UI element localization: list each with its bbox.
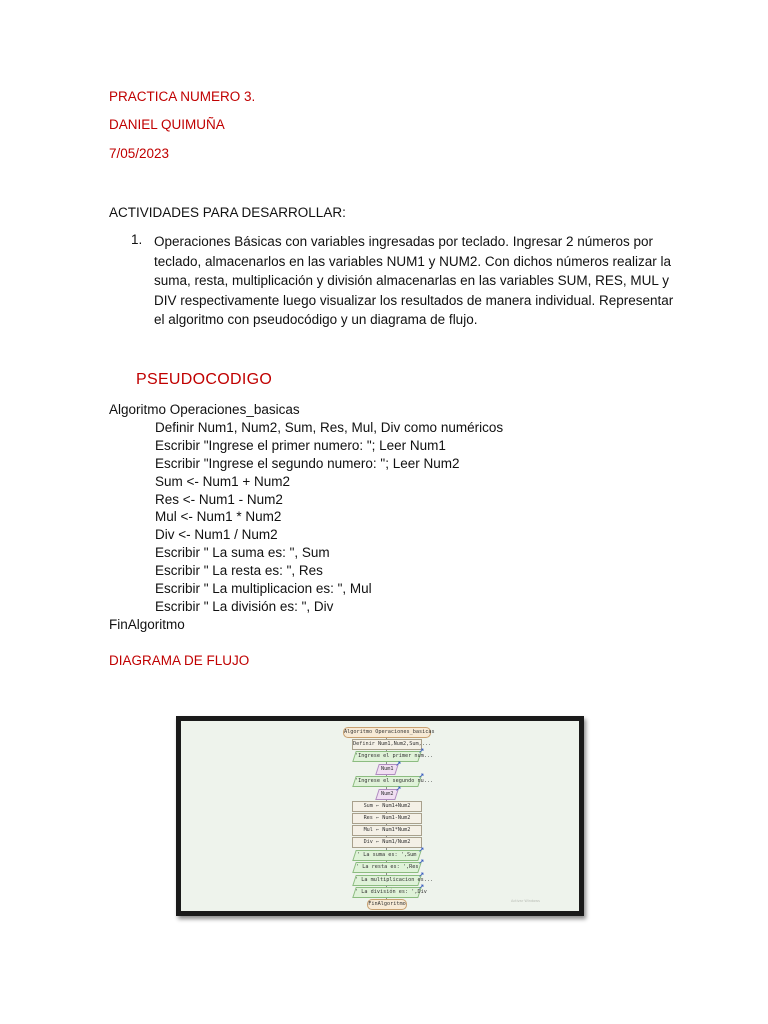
activities-heading: ACTIVIDADES PARA DESARROLLAR: bbox=[109, 205, 346, 220]
flowchart-node-label: ' La multiplicacion es... bbox=[355, 877, 434, 883]
flowchart-node-out bbox=[352, 875, 434, 886]
flowchart-title: DIAGRAMA DE FLUJO bbox=[109, 653, 250, 668]
flowchart-node-label: Num2 bbox=[380, 791, 394, 797]
flowchart-node-label: ' La suma es: ',Sum bbox=[357, 852, 417, 858]
code-line: Res <- Num1 - Num2 bbox=[155, 491, 283, 507]
flowchart-node-proc bbox=[352, 837, 422, 848]
flowchart-node-term bbox=[367, 899, 407, 910]
output-arrow-icon bbox=[419, 773, 424, 778]
code-line: Definir Num1, Num2, Sum, Res, Mul, Div como numéricos bbox=[155, 419, 504, 435]
flowchart-node-label: 'Ingrese el primer num... bbox=[355, 753, 434, 759]
flowchart-node-out bbox=[352, 862, 422, 873]
code-line: Escribir " La suma es: ", Sum bbox=[155, 545, 330, 561]
code-line: FinAlgoritmo bbox=[109, 616, 185, 632]
flowchart-image bbox=[176, 716, 584, 916]
practice-title: PRACTICA NUMERO 3. bbox=[109, 89, 256, 104]
flowchart-node-label: FinAlgoritmo bbox=[368, 901, 406, 907]
code-line: Escribir " La resta es: ", Res bbox=[155, 563, 323, 579]
flowchart-node-proc bbox=[352, 801, 422, 812]
flowchart-node-label: Definir Num1,Num2,Sum,... bbox=[353, 741, 432, 747]
code-line: Div <- Num1 / Num2 bbox=[155, 527, 278, 543]
output-arrow-icon bbox=[396, 761, 401, 766]
flowchart-node-label: Mul ← Num1*Num2 bbox=[363, 827, 411, 833]
flowchart-node-label: ' La resta es: ',Res bbox=[355, 864, 419, 870]
watermark-text: Activar Windows bbox=[511, 899, 540, 903]
flowchart-node-term bbox=[343, 727, 435, 738]
code-line: Sum <- Num1 + Num2 bbox=[155, 473, 291, 489]
output-arrow-icon bbox=[419, 884, 424, 889]
flowchart-node-proc bbox=[352, 813, 422, 824]
flowchart-canvas bbox=[181, 721, 579, 911]
output-arrow-icon bbox=[419, 748, 424, 753]
flowchart-node-out bbox=[352, 776, 434, 787]
output-arrow-icon bbox=[419, 847, 424, 852]
flowchart-node-label: ' La división es: ',Div bbox=[355, 889, 427, 895]
code-line: Escribir " La división es: ", Div bbox=[155, 598, 334, 614]
code-line: Escribir "Ingrese el segundo numero: "; Leer Num2 bbox=[155, 455, 460, 471]
code-line: Escribir "Ingrese el primer numero: "; Leer Num1 bbox=[155, 437, 446, 453]
author-name: DANIEL QUIMUÑA bbox=[109, 117, 225, 132]
pseudocode-title: PSEUDOCODIGO bbox=[136, 371, 273, 388]
pseudocode-block bbox=[109, 401, 503, 634]
date-text: 7/05/2023 bbox=[109, 146, 170, 161]
code-line: Escribir " La multiplicacion es: ", Mul bbox=[155, 581, 372, 597]
flowchart-node-label: Algoritmo Operaciones_basicas bbox=[344, 729, 435, 735]
flowchart-node-label: 'Ingrese el segundo nu... bbox=[355, 778, 434, 784]
flowchart-node-out bbox=[352, 850, 422, 861]
flowchart-node-label: Res ← Num1-Num2 bbox=[363, 815, 411, 821]
activity-description: Operaciones Básicas con variables ingresadas por teclado. Ingresar 2 números por teclado, almacenarlos en las variables NUM1 y NUM2. Con dichos números realizar la suma, resta, multiplicación y división almacenarlas en las variables SUM, RES, MUL y DIV respectivamente luego visualizar los resultados de manera individual. Representar el algoritmo con pseudocódigo y un diagrama de flujo. bbox=[154, 234, 674, 328]
code-line: Mul <- Num1 * Num2 bbox=[155, 509, 282, 525]
flowchart-node-out bbox=[352, 751, 434, 762]
output-arrow-icon bbox=[419, 872, 424, 877]
flowchart-node-label: Div ← Num1/Num2 bbox=[363, 839, 411, 845]
flowchart-node-proc bbox=[352, 825, 422, 836]
output-arrow-icon bbox=[396, 786, 401, 791]
flowchart-node-label: Num1 bbox=[380, 766, 394, 772]
code-line: Algoritmo Operaciones_basicas bbox=[109, 402, 300, 417]
activity-number: 1. bbox=[131, 232, 143, 247]
output-arrow-icon bbox=[419, 859, 424, 864]
flowchart-node-proc bbox=[352, 739, 432, 750]
flowchart-node-out bbox=[352, 887, 427, 898]
flowchart-node-label: Sum ← Num1+Num2 bbox=[363, 803, 411, 809]
